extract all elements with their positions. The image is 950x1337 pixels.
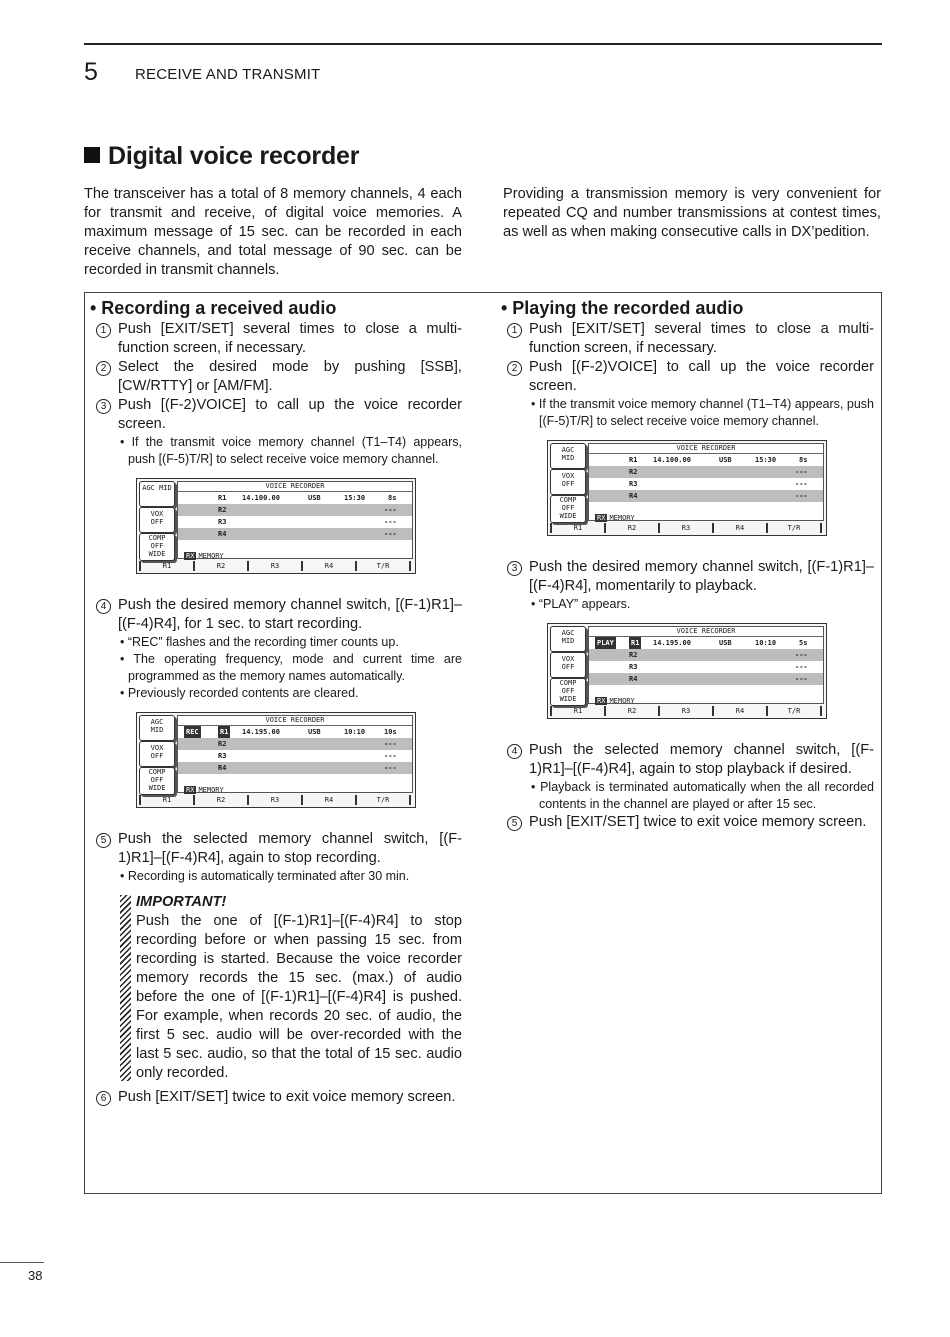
step: 3 Push the desired memory channel switch, [(F-1)R1]–[(F-4)R4], momentarily to playback. <box>501 558 874 596</box>
header-rule <box>84 43 882 45</box>
note: • Previously recorded contents are cleared. <box>120 686 359 700</box>
page-number: 38 <box>28 1268 43 1283</box>
note: • The operating frequency, mode and current time are programmed as the memory names automatically. <box>120 652 462 683</box>
comp-key: COMP OFF WIDE <box>550 678 586 706</box>
footer-rule <box>0 1262 44 1263</box>
agc-key: AGC MID <box>550 443 586 469</box>
square-bullet-icon <box>84 147 100 163</box>
intro-right: Providing a transmission memory is very convenient for repeated CQ and number transmissions at contest times, as well as when making consecutive calls in DX’pedition. <box>503 186 881 240</box>
lcd-display: VOICE RECORDER R1 14.100.00 USB 15:30 8s R2 --- R3 --- R4 --- RX MEMORY <box>177 481 413 559</box>
note: • If the transmit voice memory channel (T1–T4) appears, push [(F-5)T/R] to select receive voice memory channel. <box>120 435 462 466</box>
function-keys: R1 R2 R3 R4 T/R <box>139 795 411 805</box>
agc-key: AGC MID <box>139 481 175 507</box>
comp-key: COMP OFF WIDE <box>139 533 175 561</box>
step: 3 Push [(F-2)VOICE] to call up the voice recorder screen. <box>90 396 462 434</box>
lcd-display: VOICE RECORDER PLAY R1 14.195.00 USB 10:10 5s R2 --- R3 --- R4 --- RX MEMORY <box>588 626 824 704</box>
lcd-screen-idle <box>136 478 416 574</box>
lcd-screen-play <box>547 623 827 719</box>
note: • “PLAY” appears. <box>531 597 631 611</box>
hatch-bar-icon <box>120 895 131 1081</box>
agc-key: AGC MID <box>139 715 175 741</box>
agc-key: AGC MID <box>550 626 586 652</box>
step: 1 Push [EXIT/SET] several times to close a multi-function screen, if necessary. <box>501 320 874 358</box>
important-title: IMPORTANT! <box>136 894 227 910</box>
note: • Playback is terminated automatically when the all recorded contents in the channel are played or after 15 sec. <box>531 780 874 811</box>
lcd-screen-idle <box>547 440 827 536</box>
lcd-display: VOICE RECORDER REC R1 14.195.00 USB 10:10 10s R2 --- R3 --- R4 --- RX MEMORY <box>177 715 413 793</box>
section-title: Digital voice recorder <box>84 142 359 171</box>
comp-key: COMP OFF WIDE <box>550 495 586 523</box>
lcd-display: VOICE RECORDER R1 14.100.00 USB 15:30 8s R2 --- R3 --- R4 --- RX MEMORY <box>588 443 824 521</box>
step: 2 Select the desired mode by pushing [SSB], [CW/RTTY] or [AM/FM]. <box>90 358 462 396</box>
intro-left: The transceiver has a total of 8 memory channels, 4 each for transmit and receive, of digital voice memories. A maximum message of 15 sec. can be recorded in each receive channels, and total message of 90 sec. can be recorded in transmit channels. <box>84 186 462 278</box>
vox-key: VOX OFF <box>550 469 586 495</box>
playing-heading: • Playing the recorded audio <box>501 298 744 318</box>
chapter-number: 5 <box>84 58 98 86</box>
vox-key: VOX OFF <box>139 507 175 533</box>
chapter-title: RECEIVE AND TRANSMIT <box>135 66 321 83</box>
note: • Recording is automatically terminated after 30 min. <box>120 869 410 883</box>
lcd-screen-rec <box>136 712 416 808</box>
step: 5 Push [EXIT/SET] twice to exit voice memory screen. <box>501 813 874 832</box>
comp-key: COMP OFF WIDE <box>139 767 175 795</box>
left-column <box>90 297 462 1107</box>
right-column <box>501 297 874 832</box>
note: • If the transmit voice memory channel (T1–T4) appears, push [(F-5)T/R] to select receive voice memory channel. <box>531 397 874 428</box>
function-keys: R1 R2 R3 R4 T/R <box>550 706 822 716</box>
vox-key: VOX OFF <box>550 652 586 678</box>
important-block <box>120 893 462 1083</box>
step: 4 Push the selected memory channel switch, [(F-1)R1]–[(F-4)R4], again to stop playback if desired. <box>501 741 874 779</box>
recording-heading: • Recording a received audio <box>90 298 337 318</box>
function-keys: R1 R2 R3 R4 T/R <box>139 561 411 571</box>
function-keys: R1 R2 R3 R4 T/R <box>550 523 822 533</box>
note: • “REC” flashes and the recording timer counts up. <box>120 635 399 649</box>
step: 1 Push [EXIT/SET] several times to close a multi-function screen, if necessary. <box>90 320 462 358</box>
important-text: Push the one of [(F-1)R1]–[(F-4)R4] to stop recording before or when passing 15 sec. from recording is started. Because the voice recorder memory records the 15 sec. (max.) of audio before the one of [(F-1)R1]–[(F-4)R4] is pushed. For example, when records 20 sec. of audio, the first 5 sec. audio will be over-recorded with the last 5 sec. audio, so that the total of 15 sec. audio only recorded. <box>136 913 462 1081</box>
vox-key: VOX OFF <box>139 741 175 767</box>
step: 2 Push [(F-2)VOICE] to call up the voice recorder screen. <box>501 358 874 396</box>
step: 5 Push the selected memory channel switch, [(F-1)R1]–[(F-4)R4], again to stop recording. <box>90 830 462 868</box>
step: 6 Push [EXIT/SET] twice to exit voice memory screen. <box>90 1088 462 1107</box>
step: 4 Push the desired memory channel switch, [(F-1)R1]–[(F-4)R4], for 1 sec. to start recording. <box>90 596 462 634</box>
